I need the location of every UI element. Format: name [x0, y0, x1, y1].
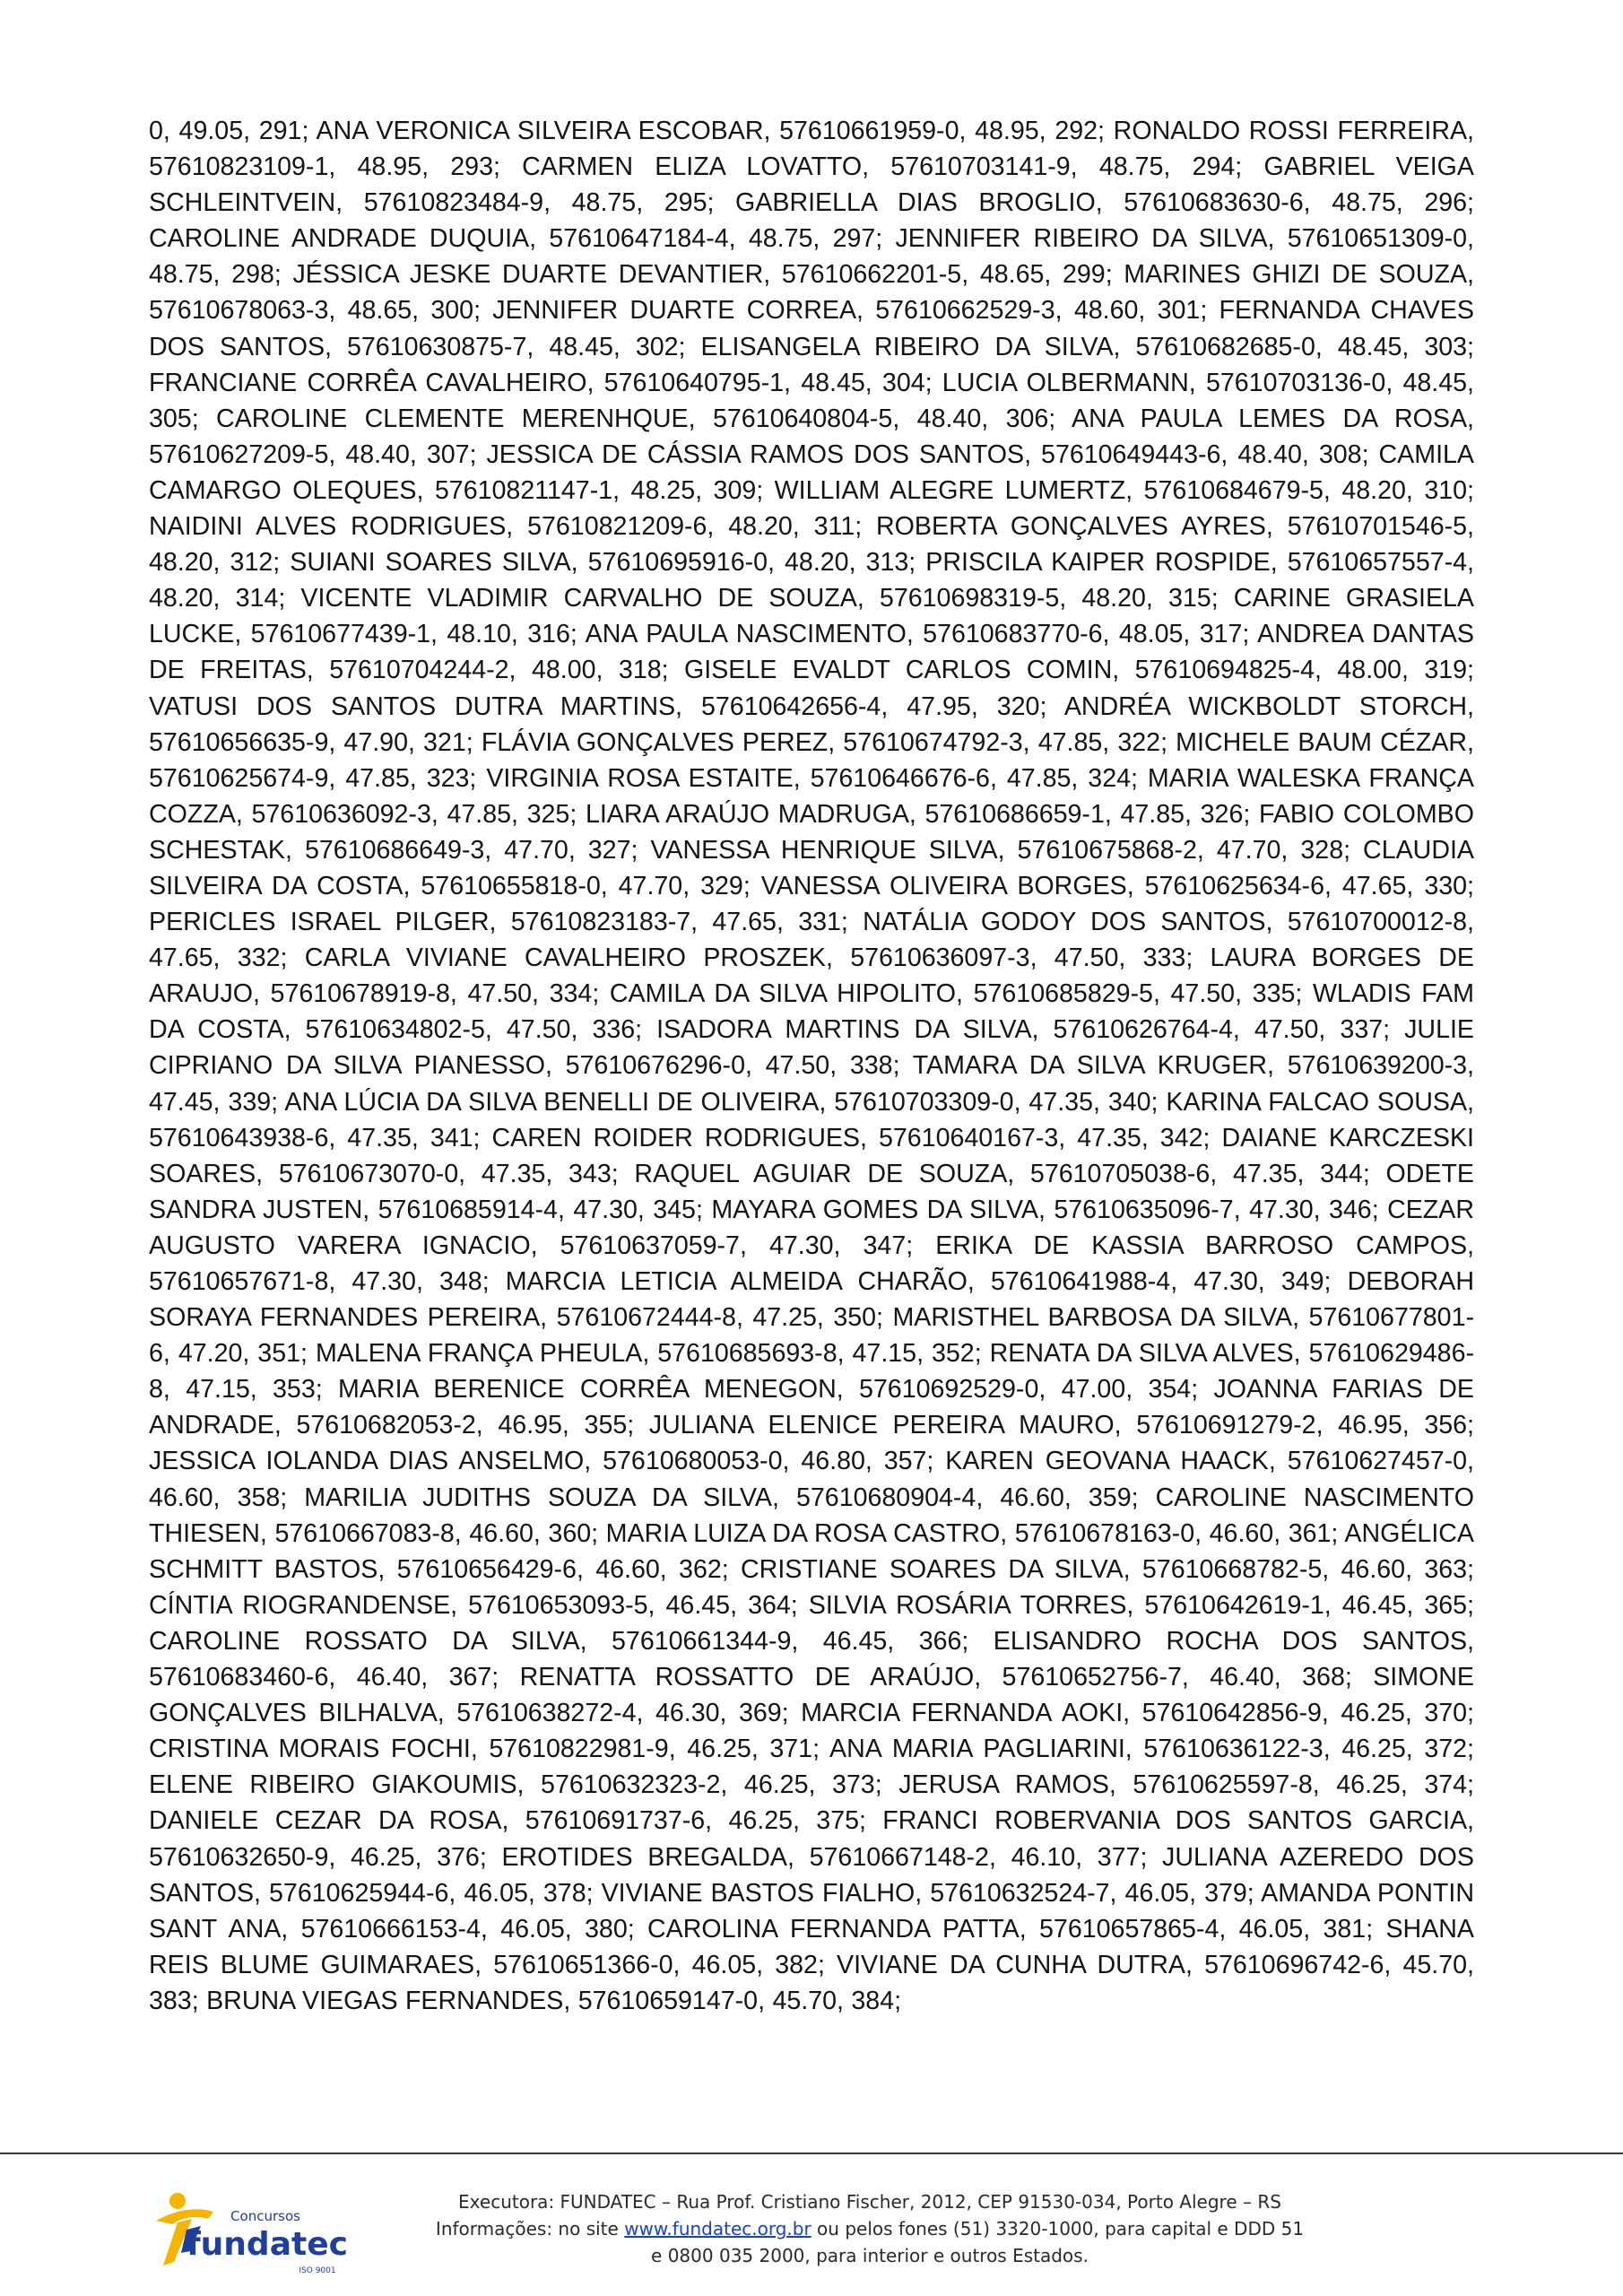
footer-phone-line: e 0800 035 2000, para interior e outros Estados. [651, 2245, 1089, 2266]
footer-website-link[interactable]: www.fundatec.org.br [624, 2218, 812, 2239]
footer-contact [377, 2188, 1363, 2269]
footer-divider [0, 2152, 1623, 2154]
fundatec-logo [151, 2179, 357, 2283]
logo-concursos-text: Concursos [230, 2208, 300, 2224]
logo-brand-text: fundatec [187, 2226, 348, 2263]
results-list-paragraph: 0, 49.05, 291; ANA VERONICA SILVEIRA ESCOBAR, 57610661959-0, 48.95, 292; RONALDO ROSSI FERREIRA, 57610823109-1, 48.95, 293; CARMEN ELIZA LOVATTO, 57610703141-9, 48.75, 294; GABRIEL VEIGA SCHLEINTVEIN, 57610823484-9, 48.75, 295; GABRIELLA DIAS BROGLIO, 57610683630-6, 48.75, 296; CAROLINE ANDRADE DUQUIA, 57610647184-4, 48.75, 297; JENNIFER RIBEIRO DA SILVA, 57610651309-0, 48.75, 298; JÉSSICA JESKE DUARTE DEVANTIER, 57610662201-5, 48.65, 299; MARINES GHIZI DE SOUZA, 57610678063-3, 48.65, 300; JENNIFER DUARTE CORREA, 57610662529-3, 48.60, 301; FERNANDA CHAVES DOS SANTOS, 57610630875-7, 48.45, 302; ELISANGELA RIBEIRO DA SILVA, 57610682685-0, 48.45, 303; FRANCIANE CORRÊA CAVALHEIRO, 57610640795-1, 48.45, 304; LUCIA OLBERMANN, 57610703136-0, 48.45, 305; CAROLINE CLEMENTE MERENHQUE, 57610640804-5, 48.40, 306; ANA PAULA LEMES DA ROSA, 57610627209-5, 48.40, 307; JESSICA DE CÁSSIA RAMOS DOS SANTOS, 57610649443-6, 48.40, 308; CAMILA CAMARGO OLEQUES, 57610821147-1, 48.25, 309; WILLIAM ALEGRE LUMERTZ, 57610684679-5, 48.20, 310; NAIDINI ALVES RODRIGUES, 57610821209-6, 48.20, 311; ROBERTA GONÇALVES AYRES, 57610701546-5, 48.20, 312; SUIANI SOARES SILVA, 57610695916-0, 48.20, 313; PRISCILA KAIPER ROSPIDE, 57610657557-4, 48.20, 314; VICENTE VLADIMIR CARVALHO DE SOUZA, 57610698319-5, 48.20, 315; CARINE GRASIELA LUCKE, 57610677439-1, 48.10, 316; ANA PAULA NASCIMENTO, 57610683770-6, 48.05, 317; ANDREA DANTAS DE FREITAS, 57610704244-2, 48.00, 318; GISELE EVALDT CARLOS COMIN, 57610694825-4, 48.00, 319; VATUSI DOS SANTOS DUTRA MARTINS, 57610642656-4, 47.95, 320; ANDRÉA WICKBOLDT STORCH, 57610656635-9, 47.90, 321; FLÁVIA GONÇALVES PEREZ, 57610674792-3, 47.85, 322; MICHELE BAUM CÉZAR, 57610625674-9, 47.85, 323; VIRGINIA ROSA ESTAITE, 57610646676-6, 47.85, 324; MARIA WALESKA FRANÇA COZZA, 57610636092-3, 47.85, 325; LIARA ARAÚJO MADRUGA, 57610686659-1, 47.85, 326; FABIO COLOMBO SCHESTAK, 57610686649-3, 47.70, 327; VANESSA HENRIQUE SILVA, 57610675868-2, 47.70, 328; CLAUDIA SILVEIRA DA COSTA, 57610655818-0, 47.70, 329; VANESSA OLIVEIRA BORGES, 57610625634-6, 47.65, 330; PERICLES ISRAEL PILGER, 57610823183-7, 47.65, 331; NATÁLIA GODOY DOS SANTOS, 57610700012-8, 47.65, 332; CARLA VIVIANE CAVALHEIRO PROSZEK, 57610636097-3, 47.50, 333; LAURA BORGES DE ARAUJO, 57610678919-8, 47.50, 334; CAMILA DA SILVA HIPOLITO, 57610685829-5, 47.50, 335; WLADIS FAM DA COSTA, 57610634802-5, 47.50, 336; ISADORA MARTINS DA SILVA, 57610626764-4, 47.50, 337; JULIE CIPRIANO DA SILVA PIANESSO, 57610676296-0, 47.50, 338; TAMARA DA SILVA KRUGER, 57610639200-3, 47.45, 339; ANA LÚCIA DA SILVA BENELLI DE OLIVEIRA, 57610703309-0, 47.35, 340; KARINA FALCAO SOUSA, 57610643938-6, 47.35, 341; CAREN ROIDER RODRIGUES, 57610640167-3, 47.35, 342; DAIANE KARCZESKI SOARES, 57610673070-0, 47.35, 343; RAQUEL AGUIAR DE SOUZA, 57610705038-6, 47.35, 344; ODETE SANDRA JUSTEN, 57610685914-4, 47.30, 345; MAYARA GOMES DA SILVA, 57610635096-7, 47.30, 346; CEZAR AUGUSTO VARERA IGNACIO, 57610637059-7, 47.30, 347; ERIKA DE KASSIA BARROSO CAMPOS, 57610657671-8, 47.30, 348; MARCIA LETICIA ALMEIDA CHARÃO, 57610641988-4, 47.30, 349; DEBORAH SORAYA FERNANDES PEREIRA, 57610672444-8, 47.25, 350; MARISTHEL BARBOSA DA SILVA, 57610677801-6, 47.20, 351; MALENA FRANÇA PHEULA, 57610685693-8, 47.15, 352; RENATA DA SILVA ALVES, 57610629486-8, 47.15, 353; MARIA BERENICE CORRÊA MENEGON, 57610692529-0, 47.00, 354; JOANNA FARIAS DE ANDRADE, 57610682053-2, 46.95, 355; JULIANA ELENICE PEREIRA MAURO, 57610691279-2, 46.95, 356; JESSICA IOLANDA DIAS ANSELMO, 57610680053-0, 46.80, 357; KAREN GEOVANA HAACK, 57610627457-0, 46.60, 358; MARILIA JUDITHS SOUZA DA SILVA, 57610680904-4, 46.60, 359; CAROLINE NASCIMENTO THIESEN, 57610667083-8, 46.60, 360; MARIA LUIZA DA ROSA CASTRO, 57610678163-0, 46.60, 361; ANGÉLICA SCHMITT BASTOS, 57610656429-6, 46.60, 362; CRISTIANE SOARES DA SILVA, 57610668782-5, 46.60, 363; CÍNTIA RIOGRANDENSE, 57610653093-5, 46.45, 364; SILVIA ROSÁRIA TORRES, 57610642619-1, 46.45, 365; CAROLINE ROSSATO DA SILVA, 57610661344-9, 46.45, 366; ELISANDRO ROCHA DOS SANTOS, 57610683460-6, 46.40, 367; RENATTA ROSSATTO DE ARAÚJO, 57610652756-7, 46.40, 368; SIMONE GONÇALVES BILHALVA, 57610638272-4, 46.30, 369; MARCIA FERNANDA AOKI, 57610642856-9, 46.25, 370; CRISTINA MORAIS FOCHI, 57610822981-9, 46.25, 371; ANA MARIA PAGLIARINI, 57610636122-3, 46.25, 372; ELENE RIBEIRO GIAKOUMIS, 57610632323-2, 46.25, 373; JERUSA RAMOS, 57610625597-8, 46.25, 374; DANIELE CEZAR DA ROSA, 57610691737-6, 46.25, 375; FRANCI ROBERVANIA DOS SANTOS GARCIA, 57610632650-9, 46.25, 376; EROTIDES BREGALDA, 57610667148-2, 46.10, 377; JULIANA AZEREDO DOS SANTOS, 57610625944-6, 46.05, 378; VIVIANE BASTOS FIALHO, 57610632524-7, 46.05, 379; AMANDA PONTIN SANT ANA, 57610666153-4, 46.05, 380; CAROLINA FERNANDA PATTA, 57610657865-4, 46.05, 381; SHANA REIS BLUME GUIMARAES, 57610651366-0, 46.05, 382; VIVIANE DA CUNHA DUTRA, 57610696742-6, 45.70, 383; BRUNA VIEGAS FERNANDES, 57610659147-0, 45.70, 384; [149, 117, 1474, 2015]
footer-info-prefix: Informações: no site [435, 2218, 625, 2239]
footer-info-suffix: ou pelos fones (51) 3320-1000, para capital e DDD 51 [811, 2218, 1305, 2239]
footer-info-line [377, 2215, 1363, 2242]
footer-address-line: Executora: FUNDATEC – Rua Prof. Cristiano Fischer, 2012, CEP 91530-034, Porto Alegre – RS [458, 2191, 1281, 2213]
logo-iso-text: ISO 9001 [299, 2266, 336, 2275]
